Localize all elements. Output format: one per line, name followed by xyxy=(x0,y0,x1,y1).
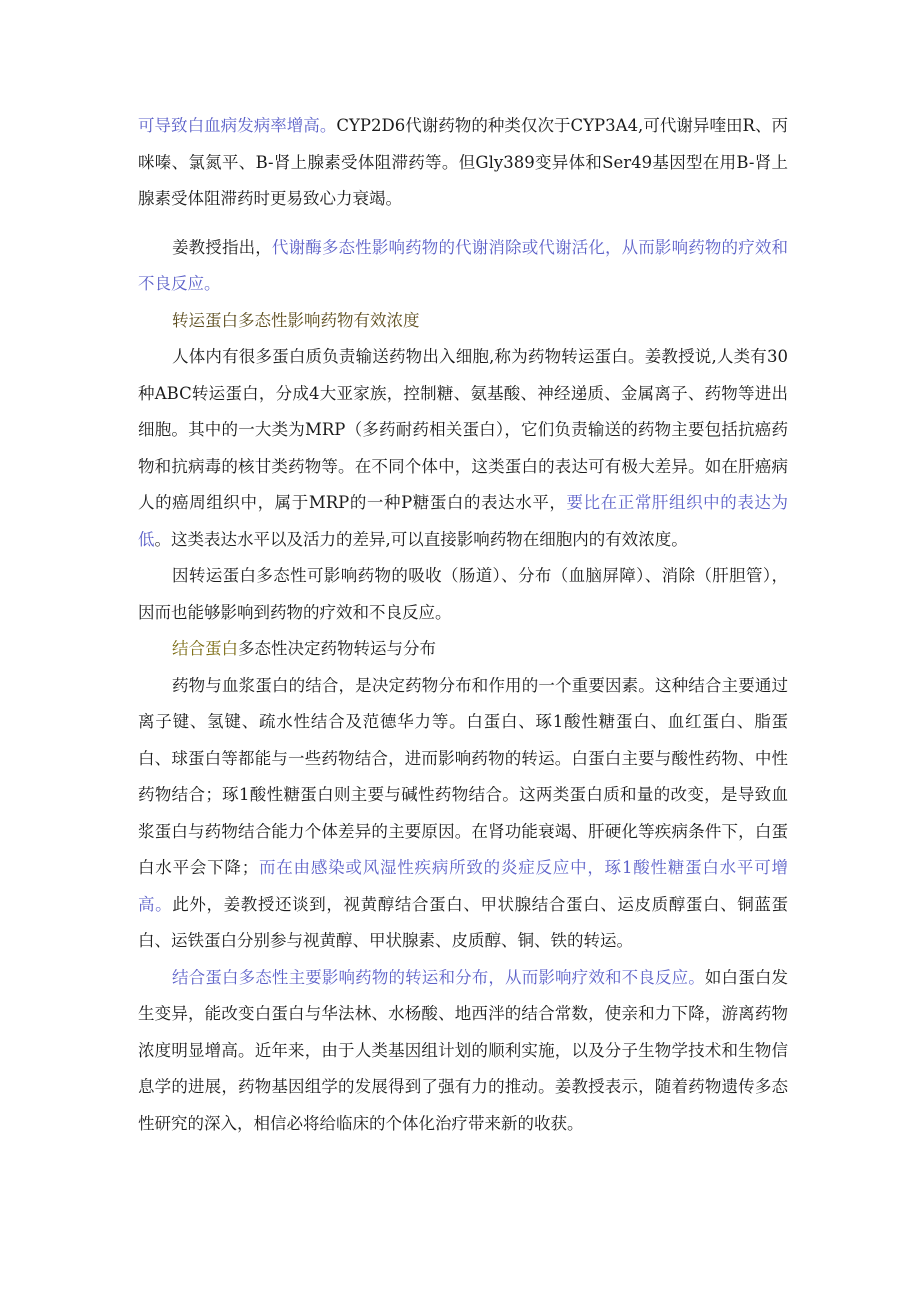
paragraph-cyp2d6 xyxy=(138,108,788,218)
heading-text: 多态性决定药物转运与分布 xyxy=(238,639,436,658)
body-text: 人体内有很多蛋白质负责输送药物出入细胞,称为药物转运蛋白。姜教授说,人类有30种ABC转运蛋白，分成4大亚家族，控制糖、氨基酸、神经递质、金属离子、药物等进出细胞。其中的一大类为MRP（多药耐药相关蛋白），它们负责输送的药物主要包括抗癌药物和抗病毒的核甘类药物等。在不同个体中，这类蛋白的表达可有极大差异。如在肝癌病人的癌周组织中，属于MRP的一种P糖蛋白的表达水平， xyxy=(138,347,788,512)
highlight-text: 结合蛋白 xyxy=(172,639,238,658)
document-body xyxy=(138,108,788,1142)
body-text: 姜教授指出， xyxy=(172,237,272,257)
highlight-text: 要比在正常肝组织中的表达为低 xyxy=(138,493,789,549)
paragraph-binding-conclusion xyxy=(138,960,788,1143)
section-heading-transport: 转运蛋白多态性影响药物有效浓度 xyxy=(172,310,420,330)
paragraph-transport-proteins xyxy=(138,339,788,558)
body-text: 药物与血浆蛋白的结合，是决定药物分布和作用的一个重要因素。这种结合主要通过离子键、氢键、疏水性结合及范德华力等。白蛋白、琢1酸性糖蛋白、血红蛋白、脂蛋白、球蛋白等都能与一些药物结合，进而影响药物的转运。白蛋白主要与酸性药物、中性药物结合；琢1酸性糖蛋白则主要与碱性药物结合。这两类蛋白质和量的改变，是导致血浆蛋白与药物结合能力个体差异的主要原因。在肾功能衰竭、肝硬化等疾病条件下，白蛋白水平会下降； xyxy=(138,675,788,877)
section-heading-binding xyxy=(138,631,788,668)
paragraph-plasma-binding xyxy=(138,668,788,960)
body-text: 此外，姜教授还谈到，视黄醇结合蛋白、甲状腺结合蛋白、运皮质醇蛋白、铜蓝蛋白、运铁蛋白分别参与视黄醇、甲状腺素、皮质醇、铜、铁的转运。 xyxy=(138,894,789,950)
body-text: 因转运蛋白多态性可影响药物的吸收（肠道）、分布（血脑屏障）、消除（肝胆管），因而也能够影响到药物的疗效和不良反应。 xyxy=(138,566,788,622)
highlight-text: 结合蛋白多态性主要影响药物的转运和分布，从而影响疗效和不良反应。 xyxy=(172,967,705,987)
body-text: 如白蛋白发生变异，能改变白蛋白与华法林、水杨酸、地西泮的结合常数，使亲和力下降，游离药物浓度明显增高。近年来，由于人类基因组计划的顺利实施，以及分子生物学技术和生物信息学的进展，药物基因组学的发展得到了强有力的推动。姜教授表示，随着药物遗传多态性研究的深入，相信必将给临床的个体化治疗带来新的收获。 xyxy=(138,967,789,1133)
body-text: 。这类表达水平以及活力的差异,可以直接影响药物在细胞内的有效浓度。 xyxy=(154,529,688,549)
highlight-text: 而在由感染或风湿性疾病所致的炎症反应中，琢1酸性糖蛋白水平可增高。 xyxy=(138,858,788,914)
highlight-text: 代谢酶多态性影响药物的代谢消除或代谢活化，从而影响药物的疗效和不良反应。 xyxy=(138,237,789,293)
paragraph-professor-note xyxy=(138,230,788,303)
highlight-text: 可导致白血病发病率增高。 xyxy=(138,116,337,135)
paragraph-transport-effects xyxy=(138,558,788,631)
body-text: CYP2D6代谢药物的种类仅次于CYP3A4,可代谢异喹田R、丙咪嗪、氯氮平、B-肾上腺素受体阻滞药等。但Gly389变异体和Ser49基因型在用B-肾上腺素受体阻滞药时更易致心力衰竭。 xyxy=(138,116,788,208)
